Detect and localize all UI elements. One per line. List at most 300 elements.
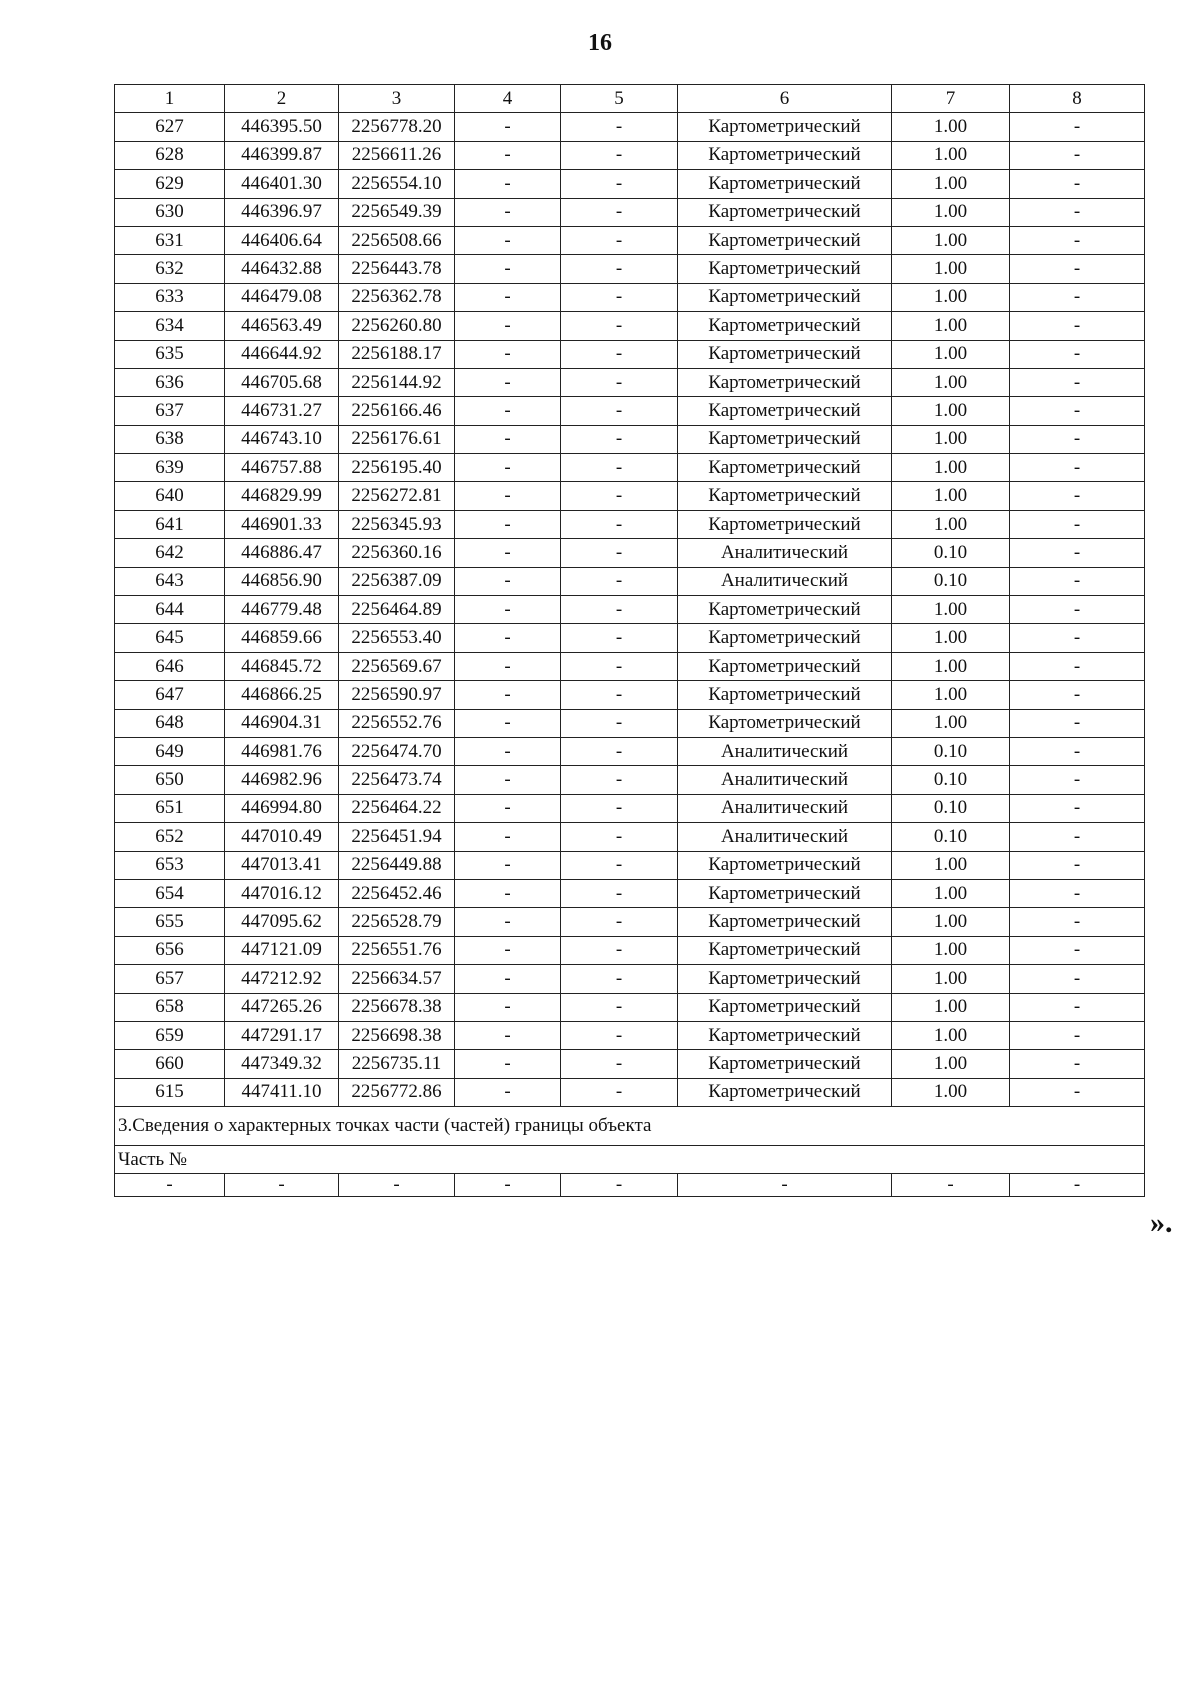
table-cell: -: [455, 1050, 561, 1078]
table-cell: 641: [115, 510, 225, 538]
table-row: [115, 766, 1145, 794]
table-cell: 629: [115, 170, 225, 198]
table-cell: -: [1010, 794, 1145, 822]
table-cell: -: [561, 368, 678, 396]
table-cell: 2256508.66: [339, 226, 455, 254]
table-cell: 1.00: [892, 255, 1010, 283]
table-cell: -: [561, 141, 678, 169]
table-cell: -: [561, 794, 678, 822]
table-cell: -: [561, 709, 678, 737]
table-cell: 642: [115, 539, 225, 567]
table-cell: -: [561, 1050, 678, 1078]
table-cell: 446743.10: [225, 425, 339, 453]
table-cell: 2256698.38: [339, 1021, 455, 1049]
table-cell: 2256464.89: [339, 596, 455, 624]
table-cell: 446705.68: [225, 368, 339, 396]
table-cell: -: [1010, 567, 1145, 595]
table-cell: Картометрический: [678, 1078, 892, 1106]
column-header: 7: [892, 85, 1010, 113]
table-cell: 446886.47: [225, 539, 339, 567]
table-row: [115, 312, 1145, 340]
table-cell: 2256611.26: [339, 141, 455, 169]
table-row: [115, 198, 1145, 226]
table-cell: -: [455, 226, 561, 254]
table-cell: -: [1010, 425, 1145, 453]
table-row: [115, 908, 1145, 936]
table-cell: 446982.96: [225, 766, 339, 794]
table-cell: 1.00: [892, 397, 1010, 425]
table-cell: 446395.50: [225, 113, 339, 141]
table-cell: 447265.26: [225, 993, 339, 1021]
table-row: [115, 226, 1145, 254]
table-cell: 1.00: [892, 1021, 1010, 1049]
table-cell: -: [561, 226, 678, 254]
table-cell: -: [561, 170, 678, 198]
table-cell: 446981.76: [225, 737, 339, 765]
table-cell: -: [1010, 681, 1145, 709]
table-row: [115, 283, 1145, 311]
table-cell: -: [455, 198, 561, 226]
table-row: [115, 454, 1145, 482]
table-cell: -: [561, 1174, 678, 1197]
table-cell: -: [561, 965, 678, 993]
table-row: [115, 510, 1145, 538]
table-cell: -: [1010, 1050, 1145, 1078]
table-cell: -: [455, 283, 561, 311]
table-cell: 659: [115, 1021, 225, 1049]
table-cell: 447411.10: [225, 1078, 339, 1106]
table-cell: Аналитический: [678, 567, 892, 595]
section-title: 3.Сведения о характерных точках части (частей) границы объекта: [115, 1107, 1145, 1146]
table-cell: 631: [115, 226, 225, 254]
table-cell: -: [561, 454, 678, 482]
table-cell: 1.00: [892, 226, 1010, 254]
table-cell: 646: [115, 652, 225, 680]
table-cell: -: [455, 113, 561, 141]
table-cell: 2256452.46: [339, 879, 455, 907]
table-cell: -: [455, 1021, 561, 1049]
table-cell: -: [561, 737, 678, 765]
table-cell: -: [1010, 652, 1145, 680]
table-cell: -: [561, 766, 678, 794]
column-header: 4: [455, 85, 561, 113]
table-cell: Картометрический: [678, 993, 892, 1021]
table-cell: 2256360.16: [339, 539, 455, 567]
table-cell: -: [561, 312, 678, 340]
table-cell: 446779.48: [225, 596, 339, 624]
table-cell: -: [561, 596, 678, 624]
table-cell: -: [1010, 908, 1145, 936]
table-cell: 2256778.20: [339, 113, 455, 141]
table-cell: Картометрический: [678, 141, 892, 169]
table-cell: 2256549.39: [339, 198, 455, 226]
table-cell: 1.00: [892, 993, 1010, 1021]
table-row: [115, 1078, 1145, 1106]
table-body: [115, 113, 1145, 1107]
table-cell: 447349.32: [225, 1050, 339, 1078]
table-cell: -: [455, 709, 561, 737]
section-title-row: [115, 1107, 1145, 1146]
table-cell: -: [455, 965, 561, 993]
table-cell: -: [339, 1174, 455, 1197]
table-cell: -: [561, 1078, 678, 1106]
closing-quote: ».: [1150, 1206, 1173, 1239]
table-cell: Картометрический: [678, 652, 892, 680]
table-cell: Картометрический: [678, 170, 892, 198]
table-cell: -: [561, 1021, 678, 1049]
table-cell: 447013.41: [225, 851, 339, 879]
table-cell: -: [1010, 1021, 1145, 1049]
table-cell: -: [455, 510, 561, 538]
table-cell: Картометрический: [678, 397, 892, 425]
table-cell: Картометрический: [678, 368, 892, 396]
table-row: [115, 851, 1145, 879]
table-cell: 630: [115, 198, 225, 226]
table-row: [115, 624, 1145, 652]
table-cell: -: [1010, 368, 1145, 396]
table-cell: 652: [115, 823, 225, 851]
table-row: [115, 1021, 1145, 1049]
table-cell: -: [1010, 510, 1145, 538]
table-cell: -: [1010, 170, 1145, 198]
table-cell: Картометрический: [678, 226, 892, 254]
table-cell: 1.00: [892, 1078, 1010, 1106]
column-header: 5: [561, 85, 678, 113]
table-cell: -: [561, 624, 678, 652]
table-cell: Картометрический: [678, 936, 892, 964]
table-cell: -: [455, 567, 561, 595]
table-cell: 1.00: [892, 965, 1010, 993]
table-cell: 446901.33: [225, 510, 339, 538]
table-cell: -: [1010, 113, 1145, 141]
table-row: [115, 340, 1145, 368]
table-cell: -: [1010, 226, 1145, 254]
table-cell: -: [1010, 851, 1145, 879]
table-row: [115, 794, 1145, 822]
table-cell: -: [1010, 993, 1145, 1021]
table-cell: 658: [115, 993, 225, 1021]
table-cell: -: [455, 596, 561, 624]
table-cell: 446757.88: [225, 454, 339, 482]
page-number: 16: [588, 30, 612, 56]
table-row: [115, 425, 1145, 453]
table-cell: 643: [115, 567, 225, 595]
table-cell: 447016.12: [225, 879, 339, 907]
table-cell: 1.00: [892, 936, 1010, 964]
table-cell: -: [455, 425, 561, 453]
table-row: [115, 993, 1145, 1021]
table-cell: 446859.66: [225, 624, 339, 652]
table-cell: Картометрический: [678, 340, 892, 368]
table-cell: 640: [115, 482, 225, 510]
table-cell: Картометрический: [678, 879, 892, 907]
table-row: [115, 255, 1145, 283]
table-cell: -: [1010, 766, 1145, 794]
table-cell: -: [1010, 1078, 1145, 1106]
table-cell: Аналитический: [678, 539, 892, 567]
part-label-row: [115, 1146, 1145, 1174]
table-cell: Картометрический: [678, 851, 892, 879]
table-cell: 2256387.09: [339, 567, 455, 595]
column-header: 2: [225, 85, 339, 113]
table-cell: -: [1010, 823, 1145, 851]
table-cell: -: [455, 879, 561, 907]
table-cell: -: [455, 766, 561, 794]
table-cell: -: [678, 1174, 892, 1197]
table-cell: -: [1010, 596, 1145, 624]
table-cell: -: [1010, 737, 1145, 765]
table-cell: 628: [115, 141, 225, 169]
table-cell: 2256345.93: [339, 510, 455, 538]
table-cell: 0.10: [892, 737, 1010, 765]
table-cell: 2256443.78: [339, 255, 455, 283]
table-cell: 633: [115, 283, 225, 311]
table-row: [115, 709, 1145, 737]
table-row: [115, 539, 1145, 567]
table-cell: -: [561, 681, 678, 709]
table-cell: -: [225, 1174, 339, 1197]
table-cell: -: [455, 993, 561, 1021]
table-cell: -: [455, 737, 561, 765]
table-cell: -: [455, 454, 561, 482]
table-cell: 1.00: [892, 596, 1010, 624]
table-cell: 1.00: [892, 851, 1010, 879]
table-row: [115, 397, 1145, 425]
table-row: [115, 368, 1145, 396]
table-row: [115, 823, 1145, 851]
table-cell: -: [455, 936, 561, 964]
table-cell: -: [455, 312, 561, 340]
table-cell: Картометрический: [678, 425, 892, 453]
table-cell: 1.00: [892, 709, 1010, 737]
table-cell: -: [1010, 624, 1145, 652]
table-cell: 638: [115, 425, 225, 453]
table-cell: -: [115, 1174, 225, 1197]
table-cell: 2256362.78: [339, 283, 455, 311]
table-cell: -: [561, 652, 678, 680]
table-cell: -: [1010, 198, 1145, 226]
table-cell: 647: [115, 681, 225, 709]
table-cell: Аналитический: [678, 766, 892, 794]
table-row: [115, 965, 1145, 993]
table-cell: -: [1010, 1174, 1145, 1197]
table-cell: 2256166.46: [339, 397, 455, 425]
table-row: [115, 737, 1145, 765]
table-cell: 1.00: [892, 681, 1010, 709]
table-cell: 2256590.97: [339, 681, 455, 709]
table-cell: -: [455, 255, 561, 283]
table-row: [115, 113, 1145, 141]
table-cell: 2256772.86: [339, 1078, 455, 1106]
table-cell: 1.00: [892, 312, 1010, 340]
table-cell: 446994.80: [225, 794, 339, 822]
table-cell: Картометрический: [678, 965, 892, 993]
table-row: [115, 681, 1145, 709]
table-cell: 446845.72: [225, 652, 339, 680]
table-cell: 1.00: [892, 1050, 1010, 1078]
table-cell: 2256634.57: [339, 965, 455, 993]
table-cell: 1.00: [892, 198, 1010, 226]
table-cell: 2256260.80: [339, 312, 455, 340]
table-cell: -: [892, 1174, 1010, 1197]
table-cell: 446432.88: [225, 255, 339, 283]
table-cell: -: [455, 1078, 561, 1106]
table-cell: 654: [115, 879, 225, 907]
table-row: [115, 652, 1145, 680]
table-cell: -: [1010, 141, 1145, 169]
table-cell: Картометрический: [678, 312, 892, 340]
table-cell: -: [561, 510, 678, 538]
table-cell: Картометрический: [678, 454, 892, 482]
table-cell: 635: [115, 340, 225, 368]
table-cell: Аналитический: [678, 737, 892, 765]
table-cell: -: [561, 823, 678, 851]
table-cell: 2256553.40: [339, 624, 455, 652]
table-cell: 2256678.38: [339, 993, 455, 1021]
table-cell: 645: [115, 624, 225, 652]
table-cell: -: [455, 397, 561, 425]
table-cell: 0.10: [892, 823, 1010, 851]
part-label: Часть №: [115, 1146, 1145, 1174]
table-cell: 447010.49: [225, 823, 339, 851]
table-cell: Картометрический: [678, 510, 892, 538]
table-cell: Картометрический: [678, 113, 892, 141]
table-cell: 2256449.88: [339, 851, 455, 879]
table-row: [115, 936, 1145, 964]
table-cell: 446856.90: [225, 567, 339, 595]
table-cell: 2256272.81: [339, 482, 455, 510]
table-cell: 651: [115, 794, 225, 822]
table-cell: -: [455, 340, 561, 368]
table-cell: 2256551.76: [339, 936, 455, 964]
table-cell: 637: [115, 397, 225, 425]
table-cell: -: [1010, 879, 1145, 907]
column-header: 1: [115, 85, 225, 113]
table-row: [115, 1050, 1145, 1078]
table-cell: 1.00: [892, 510, 1010, 538]
table-cell: 0.10: [892, 539, 1010, 567]
table-row: [115, 482, 1145, 510]
table-cell: -: [561, 482, 678, 510]
empty-part-row: [115, 1174, 1145, 1197]
table-row: [115, 170, 1145, 198]
table-cell: -: [455, 170, 561, 198]
table-cell: 656: [115, 936, 225, 964]
table-cell: 657: [115, 965, 225, 993]
table-cell: Картометрический: [678, 596, 892, 624]
table-cell: -: [561, 993, 678, 1021]
table-cell: 1.00: [892, 113, 1010, 141]
table-cell: -: [1010, 482, 1145, 510]
table-cell: -: [455, 539, 561, 567]
table-cell: -: [1010, 255, 1145, 283]
table-cell: -: [455, 482, 561, 510]
table-cell: 1.00: [892, 425, 1010, 453]
table-cell: 2256195.40: [339, 454, 455, 482]
table-cell: 446731.27: [225, 397, 339, 425]
table-cell: 446396.97: [225, 198, 339, 226]
table-cell: -: [455, 851, 561, 879]
table-cell: 2256473.74: [339, 766, 455, 794]
table-cell: 1.00: [892, 368, 1010, 396]
table-cell: -: [455, 141, 561, 169]
table-cell: 660: [115, 1050, 225, 1078]
table-cell: -: [455, 652, 561, 680]
table-cell: Картометрический: [678, 624, 892, 652]
table-cell: -: [455, 908, 561, 936]
table-cell: 447095.62: [225, 908, 339, 936]
table-cell: Картометрический: [678, 283, 892, 311]
table-cell: 1.00: [892, 283, 1010, 311]
table-cell: 2256735.11: [339, 1050, 455, 1078]
table-cell: 2256144.92: [339, 368, 455, 396]
table-cell: 2256528.79: [339, 908, 455, 936]
table-row: [115, 141, 1145, 169]
table-cell: 446644.92: [225, 340, 339, 368]
column-header: 8: [1010, 85, 1145, 113]
table-cell: -: [561, 425, 678, 453]
table-cell: 447121.09: [225, 936, 339, 964]
table-cell: 2256176.61: [339, 425, 455, 453]
boundary-points-table: [114, 84, 1145, 1197]
table-cell: -: [1010, 397, 1145, 425]
table-cell: 649: [115, 737, 225, 765]
table-cell: 632: [115, 255, 225, 283]
table-cell: -: [561, 113, 678, 141]
table-cell: -: [1010, 709, 1145, 737]
table-cell: -: [561, 908, 678, 936]
table-cell: 0.10: [892, 766, 1010, 794]
table-cell: 1.00: [892, 170, 1010, 198]
table-cell: 650: [115, 766, 225, 794]
table-cell: -: [1010, 539, 1145, 567]
table-cell: -: [455, 794, 561, 822]
table-cell: 1.00: [892, 454, 1010, 482]
table-cell: 446563.49: [225, 312, 339, 340]
table-cell: 1.00: [892, 624, 1010, 652]
table-cell: Картометрический: [678, 255, 892, 283]
table-row: [115, 567, 1145, 595]
table-cell: -: [455, 624, 561, 652]
table-cell: 2256474.70: [339, 737, 455, 765]
table-cell: Аналитический: [678, 823, 892, 851]
table-cell: 648: [115, 709, 225, 737]
table-cell: 446829.99: [225, 482, 339, 510]
table-cell: Картометрический: [678, 1021, 892, 1049]
table-cell: -: [455, 823, 561, 851]
table-cell: 636: [115, 368, 225, 396]
table-cell: -: [1010, 454, 1145, 482]
table-cell: 0.10: [892, 794, 1010, 822]
table-cell: Картометрический: [678, 908, 892, 936]
table-cell: 639: [115, 454, 225, 482]
table-cell: -: [561, 936, 678, 964]
table-cell: 644: [115, 596, 225, 624]
table-cell: 447291.17: [225, 1021, 339, 1049]
table-cell: -: [561, 539, 678, 567]
table-cell: 446479.08: [225, 283, 339, 311]
table-cell: 2256554.10: [339, 170, 455, 198]
table-header-row: [115, 85, 1145, 113]
table-cell: -: [561, 397, 678, 425]
table-cell: 653: [115, 851, 225, 879]
table-cell: 0.10: [892, 567, 1010, 595]
table-cell: 1.00: [892, 141, 1010, 169]
table-cell: 634: [115, 312, 225, 340]
table-cell: -: [1010, 340, 1145, 368]
table-cell: 655: [115, 908, 225, 936]
table-cell: Картометрический: [678, 709, 892, 737]
